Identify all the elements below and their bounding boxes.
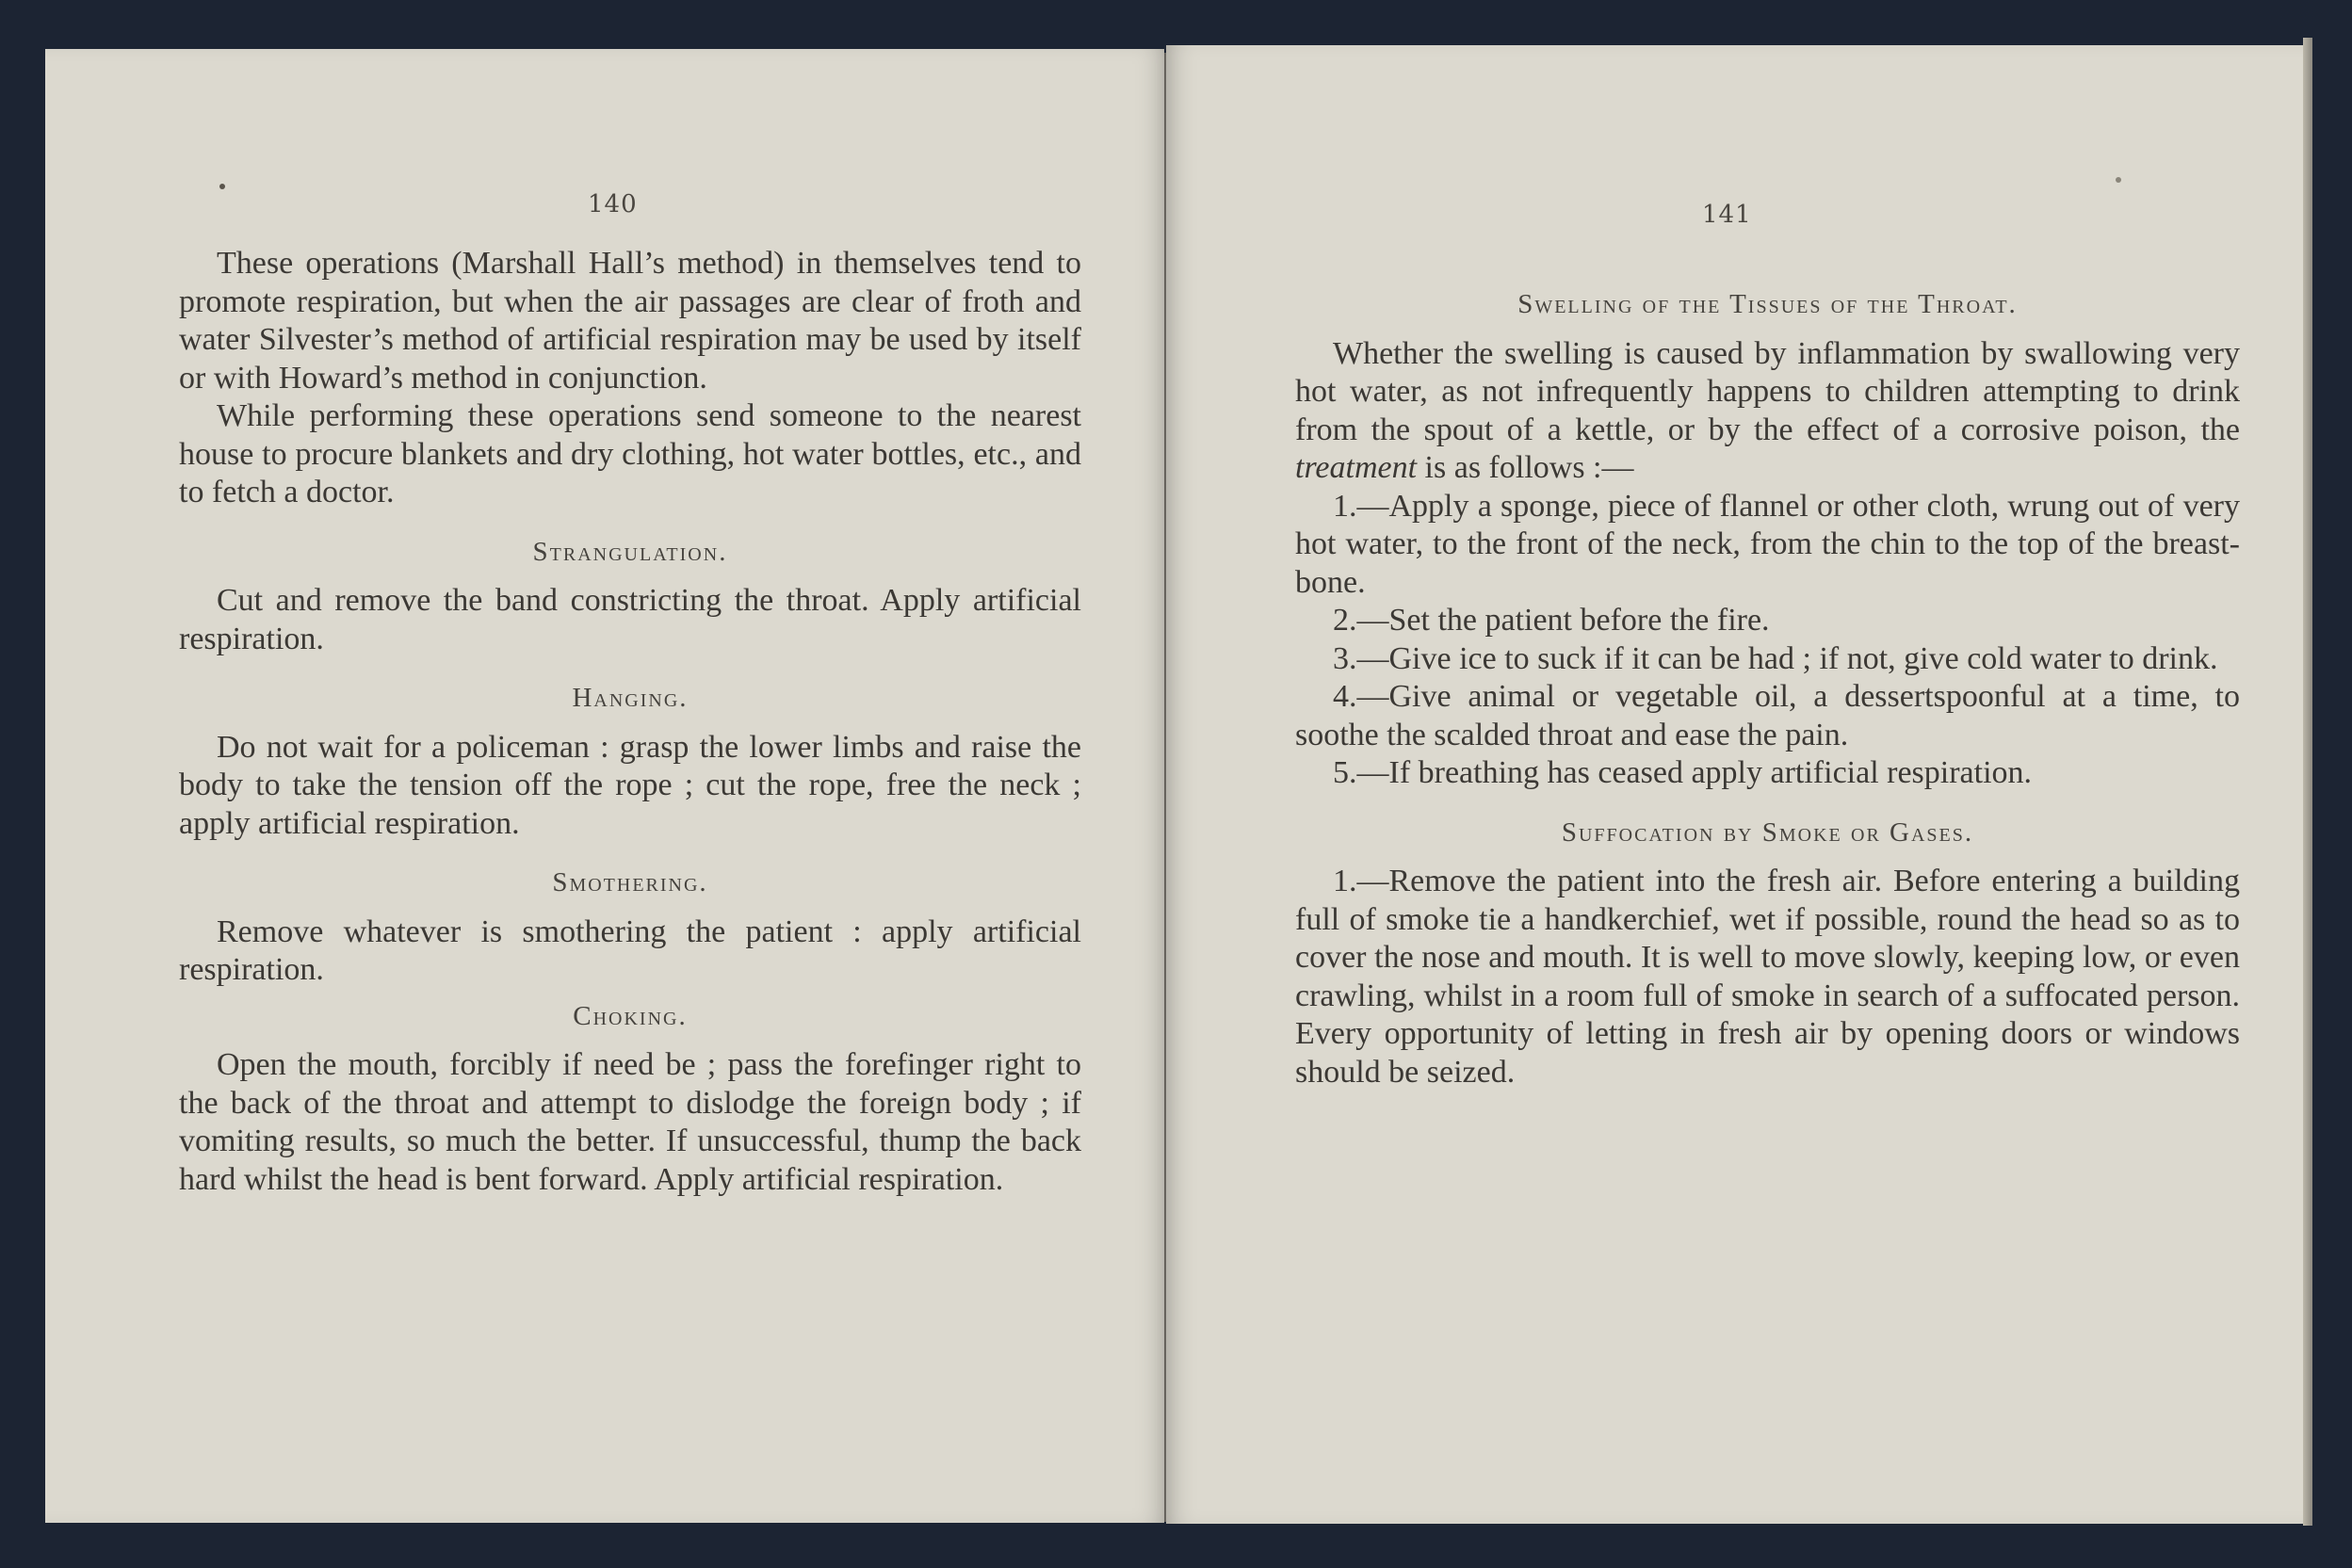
section-heading-hanging: Hanging.: [572, 683, 689, 713]
paragraph: 1.—Remove the patient into the fresh air. Before entering a building full of smoke tie a handkerchief, wet if possible, round the head so as to cover the nose and mouth. It is well to move slowly, keeping low, or even crawling, whilst in a room full of smoke in search of a suffocated person. Every opportunity of letting in fresh air by opening doors or windows should be seized.: [1295, 864, 2240, 1090]
left-page: [45, 49, 1164, 1523]
section-heading-choking: Choking.: [573, 1000, 688, 1031]
paragraph: Remove whatever is smothering the patient : apply artificial respiration.: [179, 913, 1081, 987]
paper-speck: [2116, 177, 2121, 183]
step-item: 2.—Set the patient before the fire.: [1333, 603, 1770, 638]
section-heading-suffocation: Suffocation by Smoke or Gases.: [1561, 816, 1974, 848]
paragraph: While performing these operations send someone to the nearest house to procure blankets and dry clothing, hot water bottles, etc., and to fetch a doctor.: [179, 398, 1081, 509]
italic-word: treatment: [1295, 450, 1418, 485]
paragraph: [1295, 335, 2240, 488]
step-item: 3.—Give ice to suck if it can be had ; if not, give cold water to drink.: [1333, 640, 2218, 676]
page-edge: [2303, 38, 2312, 1526]
page-number-left: 140: [588, 190, 638, 218]
paragraph: Cut and remove the band constricting the throat. Apply artificial respiration.: [179, 583, 1081, 656]
paper-speck: [219, 184, 225, 189]
intro-text: Whether the swelling is caused by inflammation by swallowing very hot water, as not infrequently happens to children attempting to drink from the spout of a kettle, or by the effect of a corrosive poison, the: [1295, 335, 2240, 447]
paragraph: Do not wait for a policeman : grasp the lower limbs and raise the body to take the tension off the rope ; cut the rope, free the neck ; apply artificial respiration.: [179, 729, 1081, 841]
section-heading-strangulation: Strangulation.: [532, 536, 728, 567]
paragraph: Open the mouth, forcibly if need be ; pass the forefinger right to the back of the throat and attempt to dislodge the foreign body ; if vomiting results, so much the better. If unsuccessful, thump the back hard whilst the head is bent forward. Apply artificial respiration.: [179, 1047, 1081, 1197]
step-item: 5.—If breathing has ceased apply artificial respiration.: [1333, 755, 2033, 790]
left-page-text: [179, 245, 1081, 1199]
section-heading-smothering: Smothering.: [552, 867, 708, 897]
section-heading-swelling: Swelling of the Tissues of the Throat.: [1517, 289, 2018, 319]
step-item: 4.—Give animal or vegetable oil, a dessertspoonful at a time, to soothe the scalded throat and ease the pain.: [1295, 679, 2240, 752]
page-number-right: 141: [1702, 201, 1752, 229]
right-page-text: [1295, 285, 2240, 1091]
paragraph: These operations (Marshall Hall’s method) in themselves tend to promote respiration, but when the air passages are clear of froth and water Silvester’s method of artificial respiration may be used by itself or with Howard’s method in conjunction.: [179, 246, 1081, 396]
right-page: [1166, 45, 2303, 1524]
step-item: 1.—Apply a sponge, piece of flannel or other cloth, wrung out of very hot water, to the front of the neck, from the chin to the top of the breast-bone.: [1295, 488, 2240, 600]
intro-text-end: is as follows :—: [1417, 450, 1634, 485]
